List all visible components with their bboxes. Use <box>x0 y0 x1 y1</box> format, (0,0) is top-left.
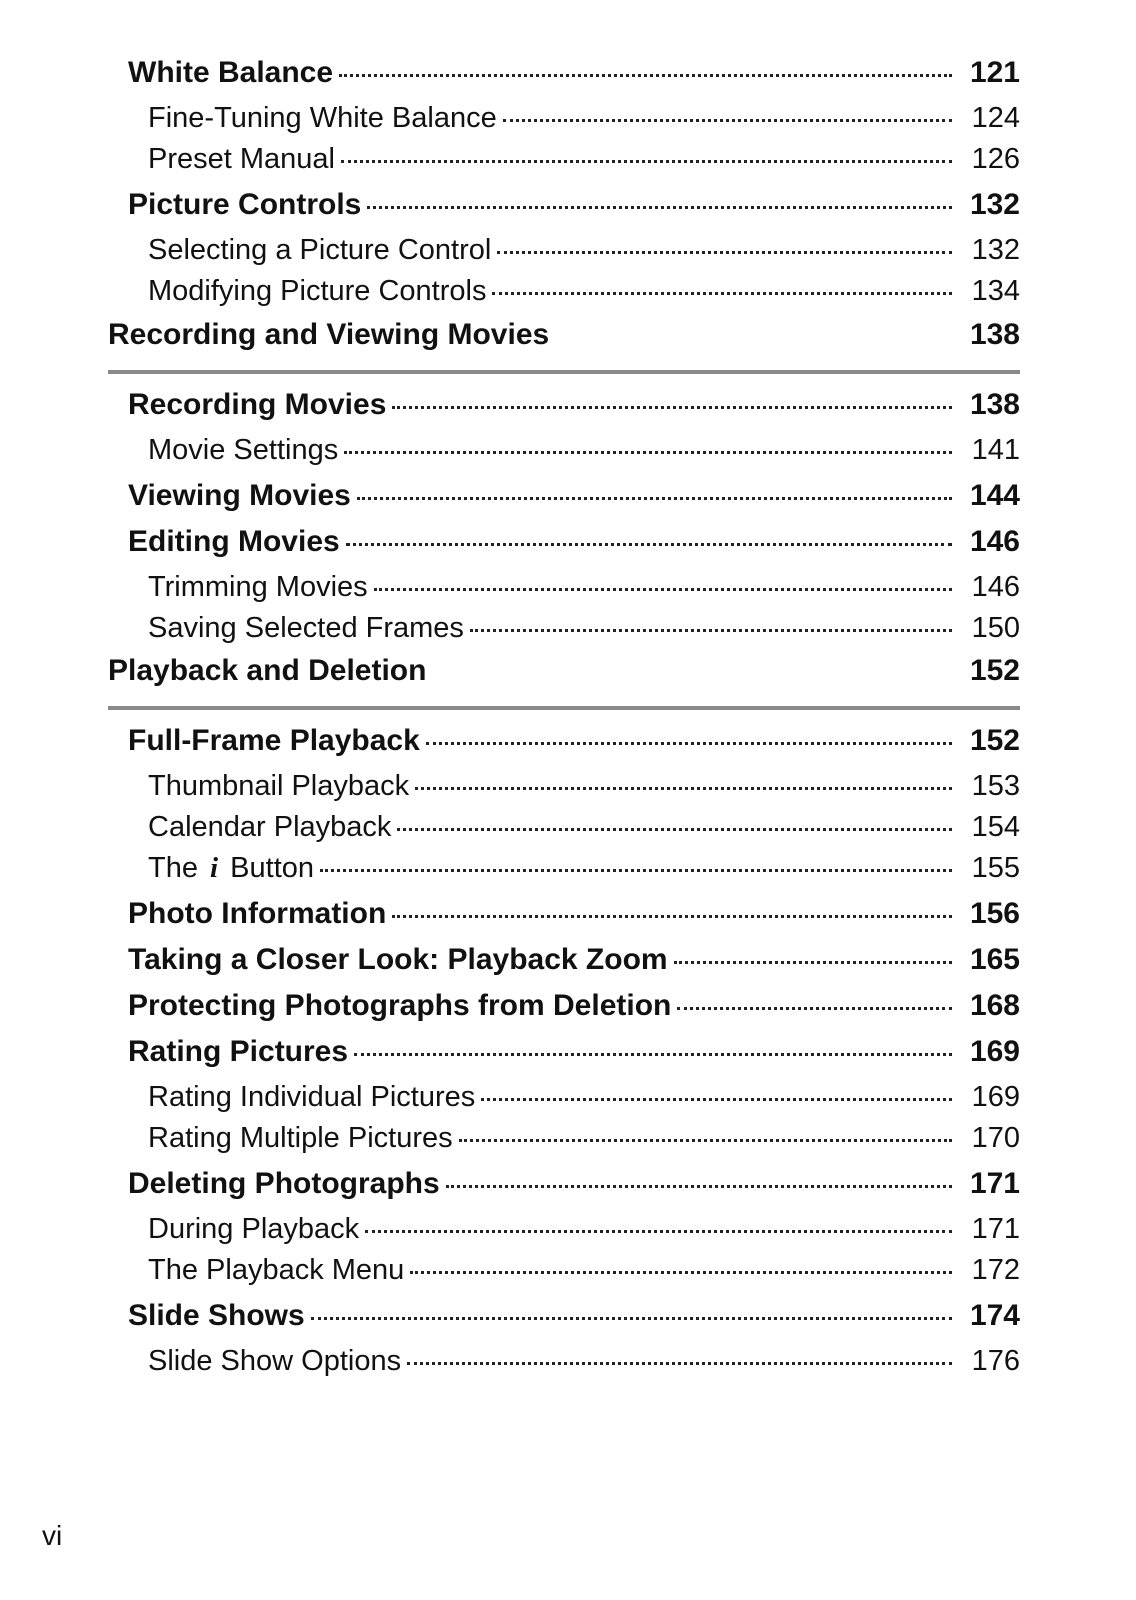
toc-subentry[interactable] <box>128 102 1020 143</box>
toc-subentry[interactable] <box>128 1213 1020 1254</box>
toc-entry-title: Slide Shows <box>128 1299 305 1332</box>
toc-entry-page: 144 <box>969 479 1020 512</box>
dot-leader <box>677 1007 952 1010</box>
toc-entry[interactable] <box>128 1299 1020 1345</box>
dot-leader <box>374 588 952 591</box>
page-number-folio: vi <box>42 1520 63 1551</box>
dot-leader <box>344 451 952 454</box>
toc-entry-title-before: The <box>148 852 198 884</box>
dot-leader <box>311 1317 952 1320</box>
toc-entry-title: Editing Movies <box>128 525 340 558</box>
toc-subentry[interactable] <box>128 852 1020 893</box>
dot-leader <box>357 497 952 500</box>
toc-subentry[interactable] <box>128 1122 1020 1163</box>
toc-entry-title <box>148 852 314 885</box>
toc-entry-title: The Playback Menu <box>148 1254 405 1286</box>
toc-entry[interactable] <box>128 479 1020 525</box>
toc-entry-title: Calendar Playback <box>148 811 392 843</box>
toc-entry-title: During Playback <box>148 1213 360 1245</box>
toc-entry-page: 154 <box>971 811 1020 843</box>
toc-entry-title: White Balance <box>128 56 334 89</box>
toc-entry-page: 153 <box>971 770 1020 802</box>
toc-entry-page: 146 <box>969 525 1020 558</box>
dot-leader <box>459 1139 952 1142</box>
toc-entry-title: Modifying Picture Controls <box>148 275 487 307</box>
toc-entry[interactable] <box>128 724 1020 770</box>
dot-leader <box>492 292 952 295</box>
toc-entry-title: Taking a Closer Look: Playback Zoom <box>128 943 668 976</box>
dot-leader <box>354 1053 952 1056</box>
dot-leader <box>426 742 952 745</box>
toc-entry-page: 156 <box>969 897 1020 930</box>
toc-entry-title: Rating Multiple Pictures <box>148 1122 453 1154</box>
dot-leader <box>497 251 952 254</box>
toc-section-playback <box>128 724 1020 1386</box>
toc-subentry[interactable] <box>128 1345 1020 1386</box>
toc-entry-title: Protecting Photographs from Deletion <box>128 989 672 1022</box>
dot-leader <box>341 160 952 163</box>
dot-leader <box>415 787 952 790</box>
toc-section-exposure <box>128 56 1020 316</box>
toc-entry-title: Slide Show Options <box>148 1345 402 1377</box>
toc-entry[interactable] <box>128 1035 1020 1081</box>
chapter-title: Recording and Viewing Movies <box>108 318 550 351</box>
toc-subentry[interactable] <box>128 275 1020 316</box>
toc-entry-page: 169 <box>971 1081 1020 1113</box>
i-button-icon: i <box>210 852 219 884</box>
toc-entry-page: 121 <box>969 56 1020 89</box>
toc-entry-title: Full-Frame Playback <box>128 724 420 757</box>
toc-entry-page: 134 <box>971 275 1020 307</box>
toc-subentry[interactable] <box>128 234 1020 275</box>
toc-entry-page: 171 <box>969 1167 1020 1200</box>
dot-leader <box>367 206 952 209</box>
toc-entry[interactable] <box>128 989 1020 1035</box>
toc-entry-page: 126 <box>971 143 1020 175</box>
toc-entry[interactable] <box>128 943 1020 989</box>
chapter-page: 152 <box>969 654 1020 687</box>
toc-entry-title-after: Button <box>230 852 315 884</box>
dot-leader <box>339 74 952 77</box>
toc-entry-page: 165 <box>969 943 1020 976</box>
toc-entry-title: Recording Movies <box>128 388 387 421</box>
toc-entry-title: Deleting Photographs <box>128 1167 440 1200</box>
toc-entry[interactable] <box>128 1167 1020 1213</box>
toc-subentry[interactable] <box>128 770 1020 811</box>
toc-subentry[interactable] <box>128 1254 1020 1295</box>
dot-leader <box>446 1185 952 1188</box>
chapter-page: 138 <box>969 318 1020 351</box>
chapter-heading-row <box>108 654 1020 688</box>
toc-entry-page: 174 <box>969 1299 1020 1332</box>
toc-entry-page: 169 <box>969 1035 1020 1068</box>
toc-entry-title: Movie Settings <box>148 434 339 466</box>
toc-entry-page: 150 <box>971 612 1020 644</box>
toc-entry[interactable] <box>128 388 1020 434</box>
dot-leader <box>392 406 952 409</box>
toc-entry-page: 141 <box>971 434 1020 466</box>
toc-entry-title: Selecting a Picture Control <box>148 234 492 266</box>
toc-entry-page: 138 <box>969 388 1020 421</box>
dot-leader <box>397 828 952 831</box>
dot-leader <box>481 1098 952 1101</box>
chapter-heading-row <box>108 318 1020 352</box>
chapter-title: Playback and Deletion <box>108 654 427 687</box>
dot-leader <box>407 1362 952 1365</box>
toc-subentry[interactable] <box>128 612 1020 653</box>
dot-leader <box>392 915 952 918</box>
toc-entry-title: Saving Selected Frames <box>148 612 464 644</box>
toc-entry-page: 132 <box>971 234 1020 266</box>
toc-entry[interactable] <box>128 188 1020 234</box>
toc-entry-page: 155 <box>971 852 1020 884</box>
toc-subentry[interactable] <box>128 1081 1020 1122</box>
toc-entry[interactable] <box>128 897 1020 943</box>
toc-entry-title: Viewing Movies <box>128 479 351 512</box>
toc-subentry[interactable] <box>128 434 1020 475</box>
toc-subentry[interactable] <box>128 571 1020 612</box>
chapter-heading-movies[interactable] <box>108 318 1020 374</box>
toc-entry-page: 168 <box>969 989 1020 1022</box>
toc-entry-title: Photo Information <box>128 897 387 930</box>
toc-entry-title: Preset Manual <box>148 143 335 175</box>
toc-entry-page: 172 <box>971 1254 1020 1286</box>
dot-leader <box>470 629 952 632</box>
dot-leader <box>410 1271 952 1274</box>
toc-section-movies <box>128 388 1020 653</box>
dot-leader <box>320 869 952 872</box>
toc-entry[interactable] <box>128 525 1020 571</box>
chapter-rule <box>108 370 1020 374</box>
toc-entry-title: Trimming Movies <box>148 571 368 603</box>
dot-leader <box>503 119 952 122</box>
dot-leader <box>674 961 952 964</box>
toc-subentry[interactable] <box>128 811 1020 852</box>
toc-entry[interactable] <box>128 56 1020 102</box>
toc-entry-page: 152 <box>969 724 1020 757</box>
toc-entry-title: Rating Pictures <box>128 1035 349 1068</box>
dot-leader <box>365 1230 952 1233</box>
toc-entry-page: 146 <box>971 571 1020 603</box>
toc-entry-page: 176 <box>971 1345 1020 1377</box>
toc-entry-title: Picture Controls <box>128 188 362 221</box>
toc-entry-page: 132 <box>969 188 1020 221</box>
chapter-rule <box>108 706 1020 710</box>
dot-leader <box>346 543 952 546</box>
toc-subentry[interactable] <box>128 143 1020 184</box>
toc-entry-title: Thumbnail Playback <box>148 770 410 802</box>
chapter-heading-playback[interactable] <box>108 654 1020 710</box>
toc-entry-page: 170 <box>971 1122 1020 1154</box>
toc-entry-title: Rating Individual Pictures <box>148 1081 476 1113</box>
toc-entry-page: 124 <box>971 102 1020 134</box>
toc-entry-page: 171 <box>971 1213 1020 1245</box>
toc-entry-title: Fine-Tuning White Balance <box>148 102 497 134</box>
